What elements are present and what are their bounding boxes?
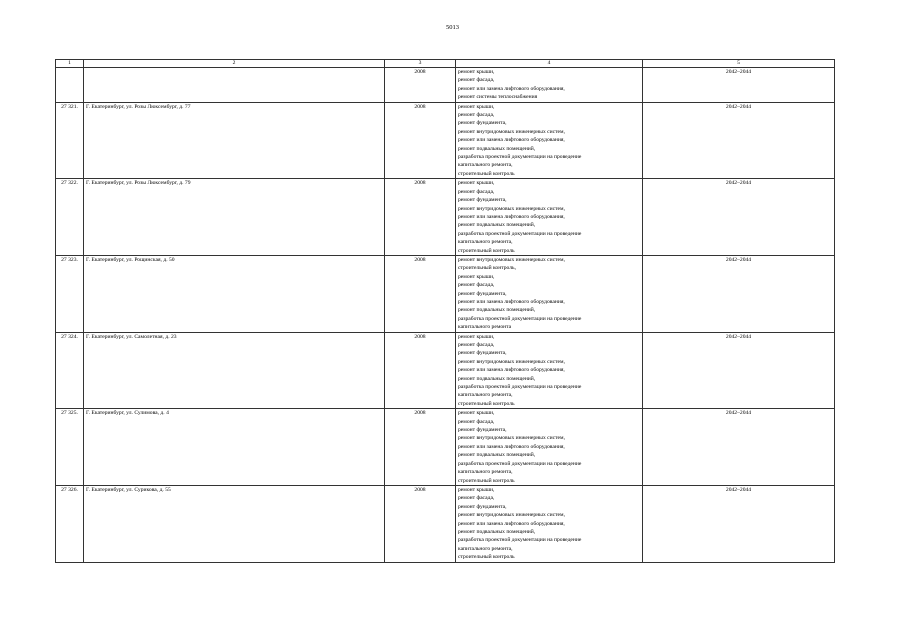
column-header-1: 1 bbox=[56, 60, 84, 68]
row-year: 2008 bbox=[385, 332, 456, 409]
row-period: 2042–2044 bbox=[643, 68, 835, 103]
work-item: строительный контроль, bbox=[458, 265, 516, 272]
table-row bbox=[56, 255, 835, 332]
work-item: ремонт внутридомовых инженерных систем, bbox=[458, 512, 565, 519]
work-item: строительный контроль bbox=[458, 400, 515, 407]
work-item: ремонт фасада, bbox=[458, 188, 495, 195]
row-period: 2042–2044 bbox=[643, 179, 835, 256]
column-header-2: 2 bbox=[84, 60, 385, 68]
work-item: разработка проектной документации на проведение bbox=[458, 154, 582, 161]
work-item: ремонт или замена лифтового оборудования, bbox=[458, 443, 565, 450]
page-number: 5013 bbox=[446, 24, 459, 31]
work-item: ремонт внутридомовых инженерных систем, bbox=[458, 435, 565, 442]
table-header-row bbox=[56, 60, 835, 68]
row-year: 2008 bbox=[385, 102, 456, 179]
row-works bbox=[456, 255, 643, 332]
row-number: 27 322. bbox=[56, 179, 84, 256]
row-works bbox=[456, 179, 643, 256]
work-item: ремонт крыши, bbox=[458, 103, 495, 110]
row-works bbox=[456, 68, 643, 103]
work-item: ремонт подвальных помещений, bbox=[458, 307, 536, 314]
row-number: 27 326. bbox=[56, 485, 84, 562]
row-year: 2008 bbox=[385, 255, 456, 332]
row-number bbox=[56, 68, 84, 103]
row-year: 2008 bbox=[385, 68, 456, 103]
row-year: 2008 bbox=[385, 179, 456, 256]
row-period: 2042–2044 bbox=[643, 485, 835, 562]
work-item: ремонт или замена лифтового оборудования, bbox=[458, 367, 565, 374]
work-item: ремонт системы теплоснабжения bbox=[458, 94, 538, 101]
work-item: ремонт внутридомовых инженерных систем, bbox=[458, 256, 565, 263]
row-address: Г. Екатеринбург, ул. Сурикова, д. 55 bbox=[84, 485, 385, 562]
work-item: ремонт фасада, bbox=[458, 342, 495, 348]
work-item: ремонт или замена лифтового оборудования, bbox=[458, 298, 565, 305]
table-row bbox=[56, 332, 835, 409]
work-item: ремонт фасада, bbox=[458, 495, 495, 502]
row-period: 2042–2044 bbox=[643, 255, 835, 332]
table-row bbox=[56, 485, 835, 562]
work-item: ремонт подвальных помещений, bbox=[458, 222, 536, 229]
work-item: ремонт или замена лифтового оборудования, bbox=[458, 85, 565, 92]
work-item: ремонт крыши, bbox=[458, 486, 495, 493]
work-item: строительный контроль bbox=[458, 170, 515, 177]
row-period: 2042–2044 bbox=[643, 332, 835, 409]
work-item: разработка проектной документации на проведение bbox=[458, 460, 582, 467]
work-item: ремонт крыши, bbox=[458, 180, 495, 187]
work-item: ремонт или замена лифтового оборудования, bbox=[458, 213, 565, 220]
work-item: строительный контроль bbox=[458, 554, 515, 561]
row-address: Г. Екатеринбург, ул. Розы Люксембург, д. 79 bbox=[84, 179, 385, 256]
work-item: капитального ремонта bbox=[458, 324, 512, 331]
row-period: 2042–2044 bbox=[643, 102, 835, 179]
work-item: ремонт крыши, bbox=[458, 410, 495, 417]
row-works bbox=[456, 332, 643, 409]
table-row bbox=[56, 68, 835, 103]
work-item: ремонт крыши, bbox=[458, 273, 495, 280]
work-item: ремонт подвальных помещений, bbox=[458, 452, 536, 459]
row-works bbox=[456, 409, 643, 486]
row-address bbox=[84, 68, 385, 103]
work-item: ремонт подвальных помещений, bbox=[458, 528, 536, 535]
work-item: капитального ремонта, bbox=[458, 392, 513, 399]
capital-repair-table bbox=[55, 59, 835, 563]
work-item: ремонт фасада, bbox=[458, 112, 495, 119]
row-number: 27 324. bbox=[56, 332, 84, 409]
work-item: разработка проектной документации на проведение bbox=[458, 537, 582, 544]
work-item: строительный контроль bbox=[458, 247, 515, 254]
column-header-3: 3 bbox=[385, 60, 456, 68]
row-period: 2042–2044 bbox=[643, 409, 835, 486]
work-item: разработка проектной документации на проведение bbox=[458, 315, 582, 322]
work-item: ремонт внутридомовых инженерных систем, bbox=[458, 358, 565, 365]
row-works bbox=[456, 485, 643, 562]
work-item: ремонт или замена лифтового оборудования, bbox=[458, 137, 565, 144]
work-item: разработка проектной документации на проведение bbox=[458, 384, 582, 391]
work-item: ремонт фасада, bbox=[458, 418, 495, 425]
table-row bbox=[56, 179, 835, 256]
work-item: ремонт или замена лифтового оборудования, bbox=[458, 520, 565, 527]
work-item: ремонт фундамента, bbox=[458, 197, 507, 204]
work-item: разработка проектной документации на проведение bbox=[458, 230, 582, 237]
work-item: капитального ремонта, bbox=[458, 239, 513, 246]
work-item: ремонт фундамента, bbox=[458, 427, 507, 434]
work-item: ремонт фундамента, bbox=[458, 503, 507, 510]
work-item: ремонт крыши, bbox=[458, 69, 495, 75]
work-item: ремонт фундамента, bbox=[458, 120, 507, 127]
row-number: 27 323. bbox=[56, 255, 84, 332]
row-address: Г. Екатеринбург, ул. Розы Люксембург, д. 77 bbox=[84, 102, 385, 179]
work-item: ремонт крыши, bbox=[458, 333, 495, 340]
work-item: ремонт внутридомовых инженерных систем, bbox=[458, 128, 565, 135]
work-item: ремонт фасада, bbox=[458, 77, 495, 84]
row-number: 27 325. bbox=[56, 409, 84, 486]
column-header-4: 4 bbox=[456, 60, 643, 68]
work-item: ремонт подвальных помещений, bbox=[458, 375, 536, 382]
work-item: капитального ремонта, bbox=[458, 162, 513, 169]
work-item: капитального ремонта, bbox=[458, 545, 513, 552]
table-row bbox=[56, 102, 835, 179]
column-header-5: 5 bbox=[643, 60, 835, 68]
work-item: ремонт внутридомовых инженерных систем, bbox=[458, 205, 565, 212]
row-address: Г. Екатеринбург, ул. Сулимова, д. 4 bbox=[84, 409, 385, 486]
row-address: Г. Екатеринбург, ул. Рощинская, д. 50 bbox=[84, 255, 385, 332]
work-item: ремонт фасада, bbox=[458, 282, 495, 289]
row-address: Г. Екатеринбург, ул. Самолетная, д. 23 bbox=[84, 332, 385, 409]
work-item: ремонт фундамента, bbox=[458, 350, 507, 357]
work-item: капитального ремонта, bbox=[458, 469, 513, 476]
row-year: 2008 bbox=[385, 409, 456, 486]
table-row bbox=[56, 409, 835, 486]
work-item: ремонт подвальных помещений, bbox=[458, 145, 536, 152]
row-year: 2008 bbox=[385, 485, 456, 562]
row-number: 27 321. bbox=[56, 102, 84, 179]
work-item: ремонт фундамента, bbox=[458, 290, 507, 297]
row-works bbox=[456, 102, 643, 179]
work-item: строительный контроль bbox=[458, 477, 515, 484]
